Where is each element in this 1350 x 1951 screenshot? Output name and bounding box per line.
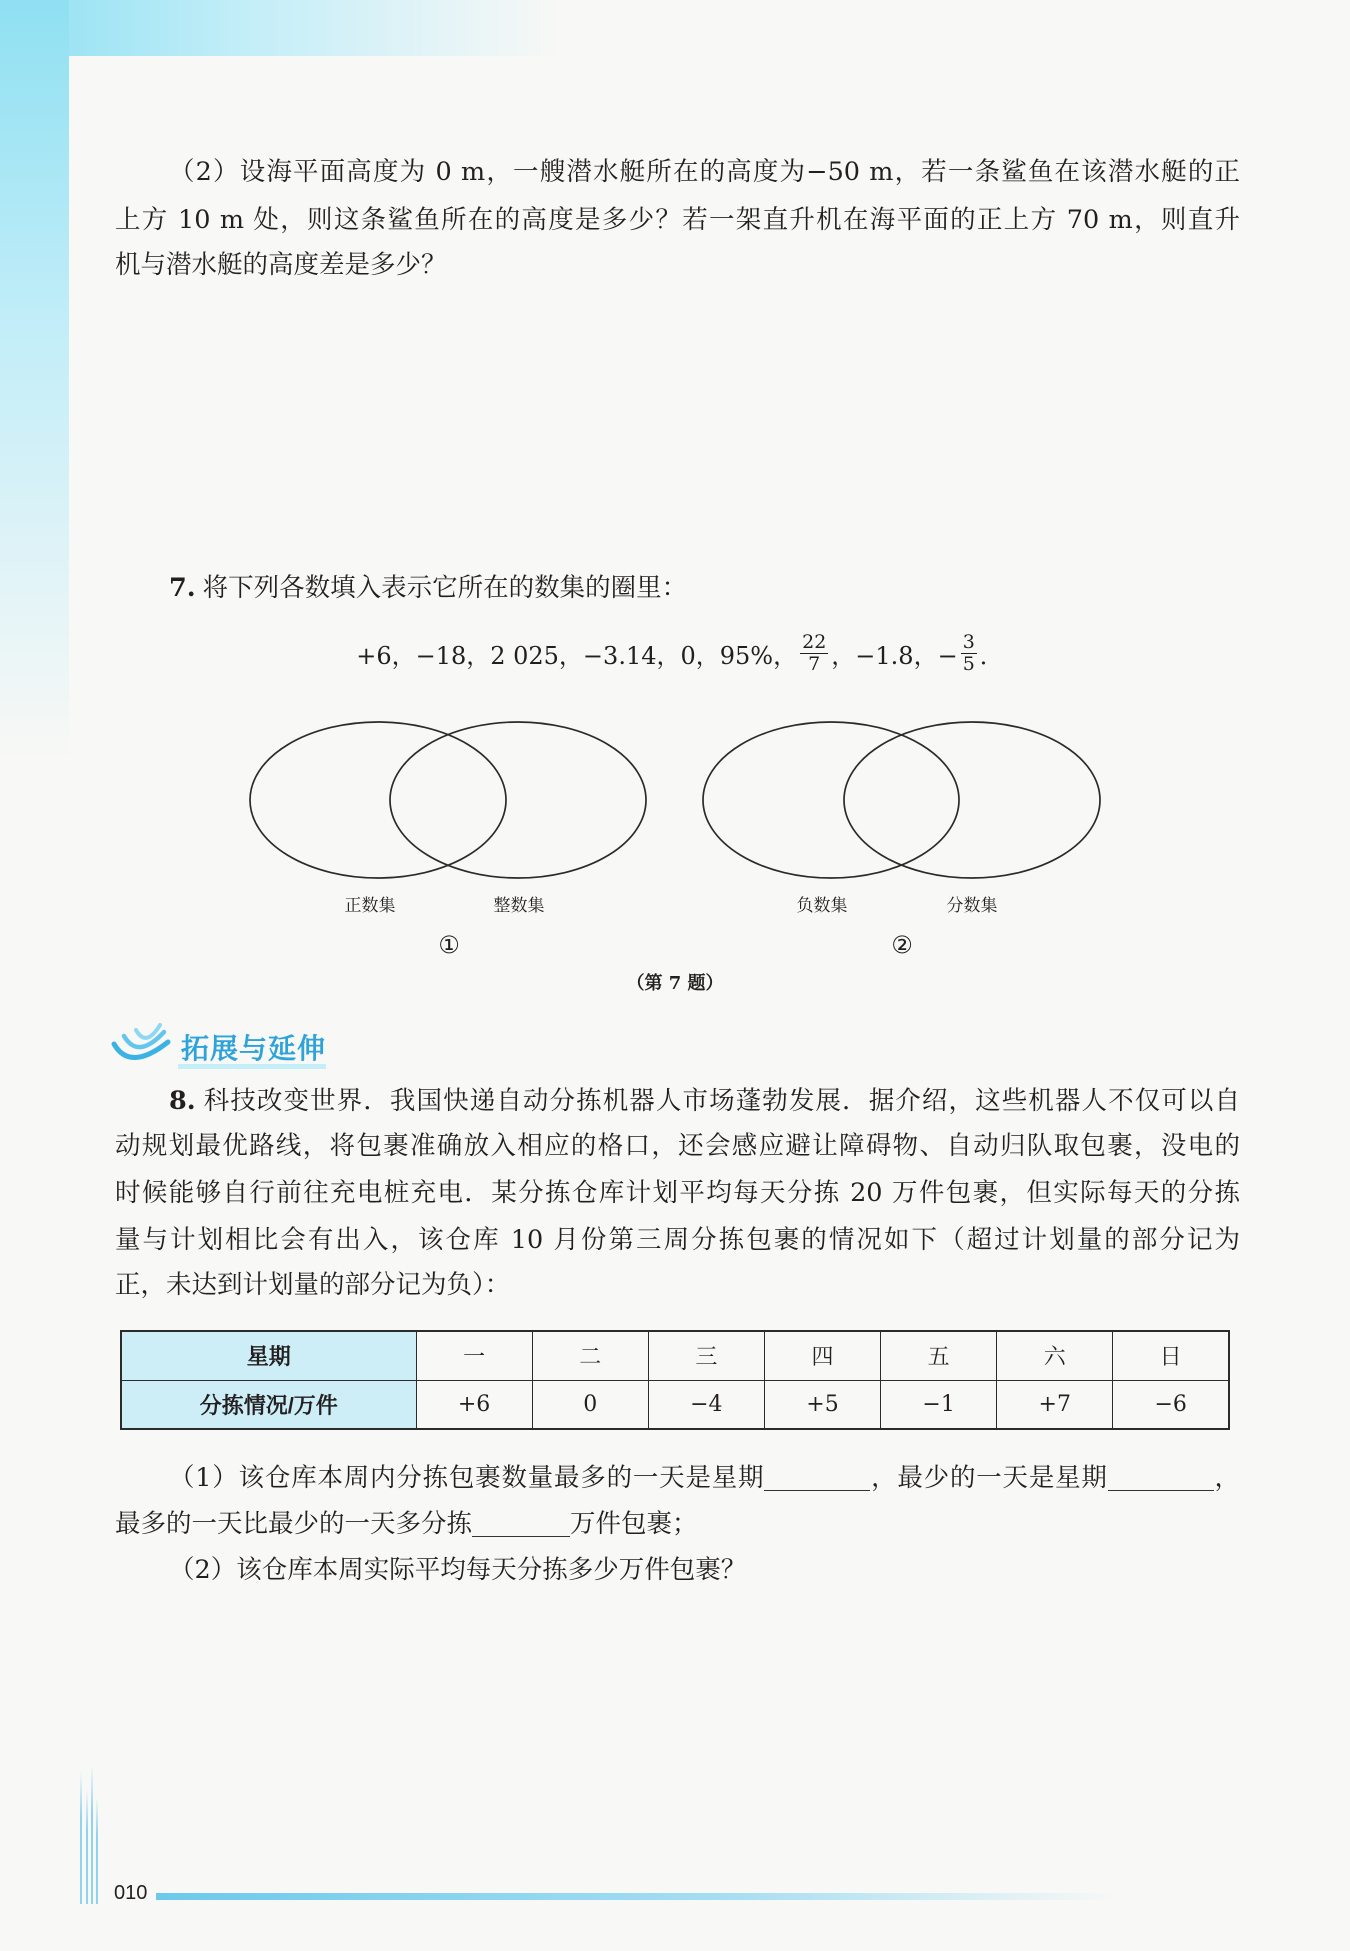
- row-header-sorting: 分拣情况/万件: [121, 1380, 416, 1429]
- table-cell-day: 四: [764, 1331, 880, 1380]
- table-cell-day: 五: [881, 1331, 997, 1380]
- table-row: [121, 1380, 1229, 1429]
- fraction-22-7: [800, 632, 828, 675]
- paragraph-line: 上方 10 m 处，则这条鲨鱼所在的高度是多少？若一架直升机在海平面的正上方 70 m，则直升: [115, 205, 1240, 235]
- venn-ellipse-negative: [703, 722, 959, 878]
- table-cell-value: −6: [1113, 1380, 1229, 1429]
- venn-ellipse-positive: [250, 722, 506, 878]
- sub-question-text: 万件包裹；: [570, 1509, 698, 1539]
- table-cell-day: 三: [648, 1331, 764, 1380]
- sub-question-text: （1）该仓库本周内分拣包裹数量最多的一天是星期: [169, 1463, 765, 1493]
- sorting-table: [120, 1330, 1230, 1430]
- footer-bar: [156, 1893, 1116, 1900]
- answer-blank: [1108, 1467, 1214, 1491]
- paragraph-line: 机与潜水艇的高度差是多少？: [115, 250, 447, 280]
- footer-decor-line: [91, 1765, 93, 1904]
- sub-question-text: 最多的一天比最少的一天多分拣: [115, 1509, 473, 1539]
- question-7-prompt: [169, 571, 687, 605]
- question-number: 8.: [169, 1086, 196, 1116]
- paragraph-line: 时候能够自行前往充电桩充电．某分拣仓库计划平均每天分拣 20 万件包裹，但实际每天的分拣: [115, 1178, 1240, 1208]
- venn-marker-2: ②: [891, 931, 913, 959]
- footer-decor-line: [80, 1772, 82, 1904]
- figure-caption: （第 7 题）: [626, 973, 724, 994]
- answer-blank: [472, 1513, 570, 1537]
- question-text: 将下列各数填入表示它所在的数集的圈里：: [202, 573, 688, 603]
- fraction-denominator: 7: [808, 652, 821, 675]
- paragraph-line: [169, 1084, 1240, 1118]
- number-list-middle: ，−1.8，−: [831, 641, 958, 670]
- sub-question-text: ，: [1213, 1463, 1240, 1493]
- paragraph-line: 量与计划相比会有出入，该仓库 10 月份第三周分拣包裹的情况如下（超过计划量的部分记为: [115, 1225, 1240, 1255]
- number-list-end: ．: [979, 641, 1004, 670]
- wave-arcs-icon: [110, 1022, 174, 1072]
- venn-label-negative: 负数集: [796, 896, 848, 916]
- venn-marker-1: ①: [438, 931, 460, 959]
- sub-question-text: ，最少的一天是星期: [870, 1463, 1108, 1493]
- venn-ellipse-fraction: [844, 722, 1100, 878]
- venn-label-positive: 正数集: [344, 896, 396, 916]
- fraction-denominator: 5: [962, 652, 975, 675]
- fraction-numerator: 22: [802, 630, 827, 653]
- table-cell-value: −1: [881, 1380, 997, 1429]
- table-cell-day: 日: [1113, 1331, 1229, 1380]
- fraction-3-5: [961, 632, 977, 675]
- page-number: 010: [114, 1882, 148, 1904]
- table-cell-value: +6: [416, 1380, 532, 1429]
- table-cell-value: +5: [764, 1380, 880, 1429]
- footer-decor-line: [86, 1790, 88, 1904]
- venn-diagrams: [230, 710, 1130, 900]
- paragraph-line: 动规划最优路线，将包裹准确放入相应的格口，还会感应避让障碍物、自动归队取包裹，没电的: [115, 1131, 1240, 1161]
- sub-question-1-line-1: [169, 1461, 1240, 1495]
- section-title: 拓展与延伸: [181, 1032, 327, 1065]
- corner-band-left: [0, 0, 69, 760]
- paragraph-text: 科技改变世界．我国快递自动分拣机器人市场蓬勃发展．据介绍，这些机器人不仅可以自: [202, 1086, 1240, 1116]
- footer-decor-line: [96, 1798, 98, 1904]
- table-cell-value: 0: [532, 1380, 648, 1429]
- number-list: [300, 628, 1060, 678]
- row-header-weekday: 星期: [121, 1331, 416, 1380]
- venn-label-integer: 整数集: [493, 896, 545, 916]
- fraction-numerator: 3: [962, 630, 975, 653]
- answer-blank: [764, 1467, 870, 1491]
- paragraph-line: 正，未达到计划量的部分记为负）：: [115, 1270, 511, 1300]
- table-cell-day: 二: [532, 1331, 648, 1380]
- table-cell-day: 六: [997, 1331, 1113, 1380]
- table-cell-day: 一: [416, 1331, 532, 1380]
- number-list-lead: +6，−18，2 025，−3.14，0，95%，: [356, 641, 798, 670]
- sub-question-2: （2）该仓库本周实际平均每天分拣多少万件包裹？: [169, 1555, 747, 1585]
- venn-ellipse-integer: [390, 722, 646, 878]
- table-cell-value: +7: [997, 1380, 1113, 1429]
- sub-question-1-line-2: [115, 1507, 698, 1541]
- paragraph-line: （2）设海平面高度为 0 m，一艘潜水艇所在的高度为−50 m，若一条鲨鱼在该潜水艇的正: [169, 157, 1240, 187]
- question-number: 7.: [169, 573, 196, 603]
- table-row: [121, 1331, 1229, 1380]
- corner-band-top: [0, 0, 560, 56]
- table-cell-value: −4: [648, 1380, 764, 1429]
- venn-label-fraction: 分数集: [946, 896, 998, 916]
